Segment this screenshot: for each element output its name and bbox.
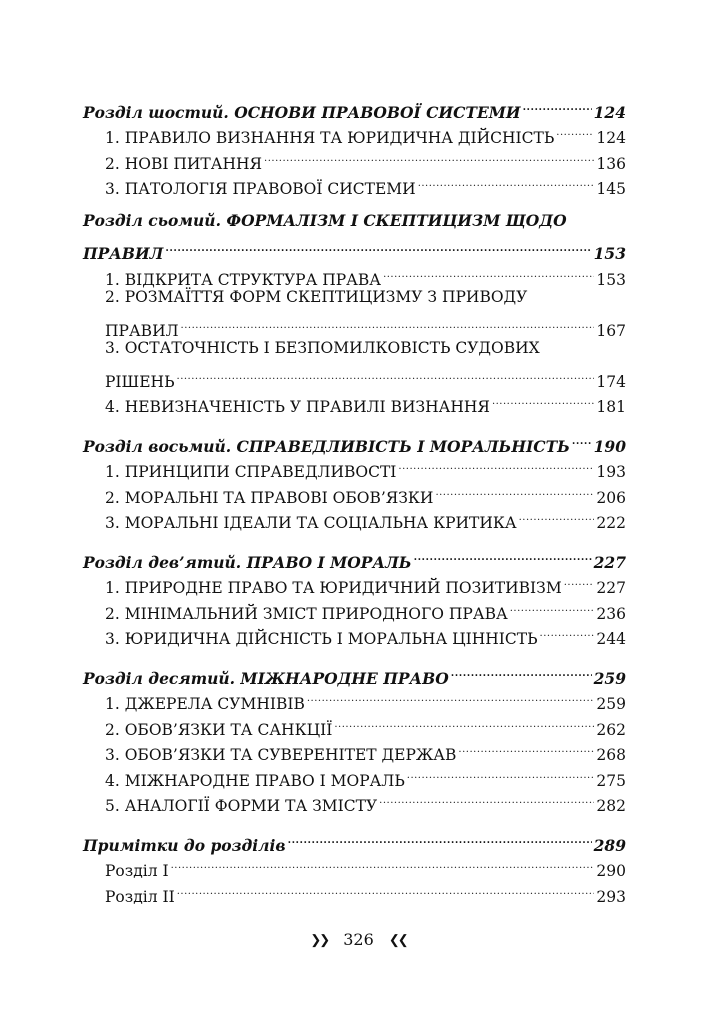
entry-title: 4. НЕВИЗНАЧЕНІСТЬ У ПРАВИЛІ ВИЗНАННЯ: [105, 398, 490, 416]
ornament-left-icon: ❯❯: [310, 932, 329, 948]
chapter-heading[interactable]: [83, 208, 626, 234]
toc-section: [83, 825, 626, 906]
dot-leader: [414, 542, 592, 568]
entry-page-number: 293: [596, 887, 626, 906]
entry-title: 3. ЮРИДИЧНА ДІЙСНІСТЬ І МОРАЛЬНА ЦІННІСТЬ: [105, 630, 538, 648]
entry-page-number: 136: [596, 154, 626, 173]
toc-entry[interactable]: [83, 259, 626, 289]
page-footer: [0, 928, 717, 953]
dot-leader: [451, 658, 592, 684]
entry-title: 4. МІЖНАРОДНЕ ПРАВО І МОРАЛЬ: [105, 771, 405, 790]
dot-leader: [418, 169, 595, 195]
dot-leader: [383, 259, 594, 285]
toc-entry-continuation[interactable]: [83, 361, 626, 391]
entry-title: 3. ОБОВ’ЯЗКИ ТА СУВЕРЕНІТЕТ ДЕРЖАВ: [105, 746, 457, 764]
chapter-heading[interactable]: [83, 542, 626, 572]
chapter-heading[interactable]: [83, 825, 626, 855]
toc-section: [83, 426, 626, 532]
entry-title: 3. МОРАЛЬНІ ІДЕАЛИ ТА СОЦІАЛЬНА КРИТИКА: [105, 514, 517, 532]
dot-leader: [556, 118, 594, 144]
toc-section: [83, 658, 626, 815]
entry-page-number: 222: [596, 514, 626, 532]
dot-leader: [177, 361, 595, 387]
dot-leader: [307, 684, 595, 710]
ornament-right-icon: ❮❮: [388, 932, 407, 948]
dot-leader: [519, 503, 595, 529]
dot-leader: [458, 735, 594, 761]
entry-title: 1. ПРИРОДНЕ ПРАВО ТА ЮРИДИЧНИЙ ПОЗИТИВІЗМ: [105, 579, 562, 597]
entry-title: 1. ДЖЕРЕЛА СУМНІВІВ: [105, 695, 305, 713]
entry-title: Розділ восьмий. СПРАВЕДЛИВІСТЬ І МОРАЛЬНІСТЬ: [83, 436, 570, 456]
toc-entry[interactable]: [83, 285, 626, 311]
entry-page-number: 153: [596, 270, 626, 289]
dot-leader: [540, 619, 595, 645]
dot-leader: [181, 310, 595, 336]
dot-leader: [379, 786, 594, 812]
chapter-heading[interactable]: [83, 658, 626, 688]
dot-leader: [165, 234, 591, 260]
entry-title: 3. ПАТОЛОГІЯ ПРАВОВОЇ СИСТЕМИ: [105, 180, 416, 198]
entry-page-number: 167: [596, 321, 626, 340]
entry-page-number: 259: [593, 668, 626, 688]
dot-leader: [398, 452, 594, 478]
entry-title: Розділ десятий. МІЖНАРОДНЕ ПРАВО: [83, 668, 449, 688]
chapter-heading[interactable]: [83, 92, 626, 122]
entry-title: РІШЕНЬ: [105, 372, 175, 391]
entry-title: 1. ВІДКРИТА СТРУКТУРА ПРАВА: [105, 270, 382, 289]
dot-leader: [264, 143, 594, 169]
dot-leader: [564, 568, 595, 594]
entry-title: ПРАВИЛ: [83, 244, 164, 263]
entry-title: 2. МОРАЛЬНІ ТА ПРАВОВІ ОБОВ’ЯЗКИ: [105, 488, 434, 507]
entry-page-number: 174: [596, 372, 626, 391]
chapter-heading[interactable]: [83, 426, 626, 456]
toc-section: [83, 92, 626, 198]
entry-page-number: 290: [596, 862, 626, 880]
entry-title: 1. ПРАВИЛО ВИЗНАННЯ ТА ЮРИДИЧНА ДІЙСНІСТЬ: [105, 129, 555, 147]
entry-title: 5. АНАЛОГІЇ ФОРМИ ТА ЗМІСТУ: [105, 797, 378, 815]
entry-page-number: 244: [596, 630, 626, 648]
entry-page-number: 124: [593, 102, 626, 122]
dot-leader: [288, 825, 592, 851]
entry-page-number: 259: [596, 695, 626, 713]
dot-leader: [510, 593, 595, 619]
entry-page-number: 268: [596, 746, 626, 764]
entry-title: 2. НОВІ ПИТАННЯ: [105, 154, 263, 173]
dot-leader: [435, 477, 594, 503]
entry-title: 2. РОЗМАЇТТЯ ФОРМ СКЕПТИЦИЗМУ З ПРИВОДУ: [105, 287, 528, 306]
entry-title: 2. ОБОВ’ЯЗКИ ТА САНКЦІЇ: [105, 720, 333, 739]
toc-entry[interactable]: [83, 336, 626, 362]
table-of-contents: [83, 92, 626, 916]
entry-page-number: 153: [593, 244, 626, 263]
dot-leader: [171, 851, 595, 877]
entry-page-number: 181: [596, 398, 626, 416]
toc-section: [83, 208, 626, 416]
entry-page-number: 227: [596, 579, 626, 597]
entry-page-number: 145: [596, 180, 626, 198]
entry-title: Примітки до розділів: [83, 835, 286, 855]
entry-title: 3. ОСТАТОЧНІСТЬ І БЕЗПОМИЛКОВІСТЬ СУДОВИХ: [105, 338, 540, 357]
dot-leader: [407, 760, 595, 786]
dot-leader: [523, 92, 592, 118]
entry-title: ПРАВИЛ: [105, 321, 179, 340]
entry-page-number: 236: [596, 604, 626, 623]
toc-entry-continuation[interactable]: [83, 310, 626, 340]
entry-page-number: 227: [593, 552, 626, 572]
entry-page-number: 124: [596, 129, 626, 147]
entry-page-number: 262: [596, 720, 626, 739]
entry-title: Розділ шостий. ОСНОВИ ПРАВОВОЇ СИСТЕМИ: [83, 102, 521, 122]
entry-page-number: 289: [593, 835, 626, 855]
entry-title: Розділ І: [105, 862, 169, 880]
entry-title: 1. ПРИНЦИПИ СПРАВЕДЛИВОСТІ: [105, 463, 397, 481]
entry-page-number: 206: [596, 488, 626, 507]
dot-leader: [572, 426, 592, 452]
entry-page-number: 190: [593, 436, 626, 456]
chapter-heading[interactable]: [83, 234, 626, 263]
entry-title: Розділ дев’ятий. ПРАВО І МОРАЛЬ: [83, 552, 412, 572]
dot-leader: [334, 709, 594, 735]
entry-title: Розділ сьомий. ФОРМАЛІЗМ І СКЕПТИЦИЗМ ЩОДО: [83, 211, 567, 230]
entry-page-number: 275: [596, 771, 626, 790]
entry-page-number: 193: [596, 463, 626, 481]
page-number: 326: [343, 930, 374, 949]
dot-leader: [177, 876, 595, 902]
entry-title: Розділ ІІ: [105, 887, 175, 906]
toc-section: [83, 542, 626, 648]
dot-leader: [492, 387, 594, 413]
entry-title: 2. МІНІМАЛЬНИЙ ЗМІСТ ПРИРОДНОГО ПРАВА: [105, 604, 508, 623]
entry-page-number: 282: [596, 797, 626, 815]
